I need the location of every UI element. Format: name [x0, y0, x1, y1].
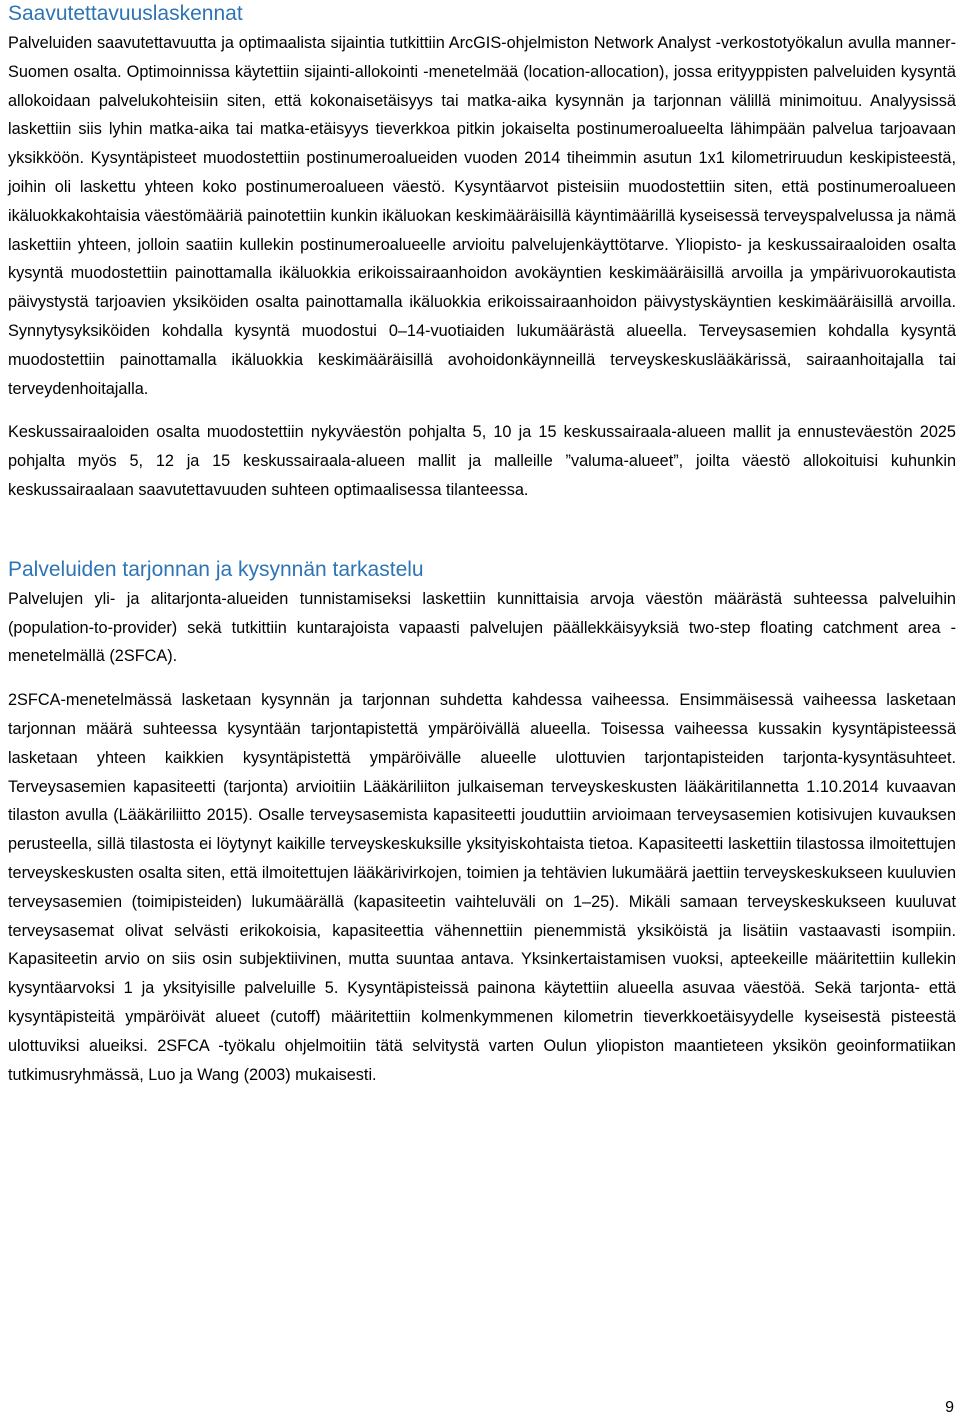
section-heading-saavutettavuuslaskennat: Saavutettavuuslaskennat: [8, 2, 243, 25]
body-paragraph: 2SFCA-menetelmässä lasketaan kysynnän ja tarjonnan suhdetta kahdessa vaiheessa. Ensimmäisessä vaiheessa lasketaan tarjonnan määrä suhteessa kysyntään tarjontapistettä ympäröivällä alueella. Toisessa vaiheessa kussakin kysyntäpisteessä lasketaan yhteen kaikkien kysyntäpistettä ympäröivälle alueelle ulottuvien tarjontapisteiden tarjonta-kysyntäsuhteet. Terveysasemien kapasiteetti (tarjonta) arvioitiin Lääkäriliiton julkaiseman terveyskeskusten lääkäritilannetta 1.10.2014 kuvaavan tilaston avulla (Lääkäriliitto 2015). Osalle terveysasemista kapasiteetti jouduttiin arvioimaan terveysasemien kotisivujen kuvauksen perusteella, sillä tilastosta ei löytynyt kaikille terveyskeskuksille yksityiskohtaista tietoa. Kapasiteetti laskettiin tilastossa ilmoitettujen terveyskeskusten osalta siten, että ilmoitettujen lääkärivirkojen, toimien ja tehtävien lukumäärä jaettiin terveyskeskukseen kuuluvien terveysasemien (toimipisteiden) lukumäärällä (kapasiteetin vaihteluväli on 1–25). Mikäli samaan terveyskeskukseen kuuluvat terveysasemat olivat selvästi erikokoisia, kapasiteettia vähennettiin pienemmistä yksiköistä ja lisätiin vastaavasti isompiin. Kapasiteetin arvio on siis osin subjektiivinen, mutta suuntaa antava. Yksinkertaistamisen vuoksi, apteekeille määritettiin kullekin kysyntäarvoksi 1 ja yksityisille palveluille 5. Kysyntäpisteissä painona käytettiin alueella asuvaa väestöä. Sekä tarjonta- että kysyntäpisteitä ympäröivät alueet (cutoff) määritettiin kolmenkymmenen kilometrin tieverkkoetäisyydelle kyseisestä pisteestä ulottuviksi alueiksi. 2SFCA -työkalu ohjelmoitiin tätä selvitystä varten Oulun yliopiston maantieteen yksikön geoinformatiikan tutkimusryhmässä, Luo ja Wang (2003) mukaisesti.: [8, 691, 956, 1084]
document-page: [8, 0, 956, 1089]
body-paragraph: Keskussairaaloiden osalta muodostettiin nykyväestön pohjalta 5, 10 ja 15 keskussairaala-alueen mallit ja ennusteväestön 2025 pohjalta myös 5, 12 ja 15 keskussairaala-alueen mallit ja malleille ”valuma-alueet”, joilta väestö allokoituisi kuhunkin keskussairaalaan saavutettavuuden suhteen optimaalisessa tilanteessa.: [8, 423, 956, 499]
body-paragraph: Palveluiden saavutettavuutta ja optimaalista sijaintia tutkittiin ArcGIS-ohjelmiston Network Analyst -verkostotyökalun avulla manner-Suomen osalta. Optimoinnissa käytettiin sijainti-allokointi -menetelmää (location-allocation), jossa erityyppisten palveluiden kysyntä allokoidaan palvelukohteisiin siten, että kokonaisetäisyys tai matka-aika kysynnän ja tarjonnan välillä minimoituu. Analyysissä laskettiin siis lyhin matka-aika tai matka-etäisyys tieverkkoa pitkin jokaiselta postinumeroalueelta lähimpään palvelua tarjoavaan yksikköön. Kysyntäpisteet muodostettiin postinumeroalueiden vuoden 2014 tiheimmin asutun 1x1 kilometriruudun keskipisteestä, joihin oli laskettu yhteen koko postinumeroalueen väestö. Kysyntäarvot pisteisiin muodostettiin siten, että postinumeroalueen ikäluokkakohtaisia väestömääriä painotettiin kunkin ikäluokan keskimääräisillä käyntimäärillä kyseisessä terveyspalvelussa ja nämä laskettiin yhteen, jolloin saatiin kullekin postinumeroalueelle arvioitu palvelujenkäyttötarve. Yliopisto- ja keskussairaaloiden osalta kysyntä muodostettiin painottamalla ikäluokkia erikoissairaanhoidon avokäyntien keskimääräisillä arvoilla ja ympärivuorokautista päivystystä tarjoavien yksiköiden osalta painottamalla ikäluokkia erikoissairaanhoidon päivystyskäyntien keskimääräisillä arvoilla. Synnytysyksiköiden kohdalla kysyntä muodostui 0–14-vuotiaiden lukumäärästä alueella. Terveysasemien kohdalla kysyntä muodostettiin painottamalla ikäluokkia keskimääräisillä avohoidonkäynneillä terveyskeskuslääkärissä, sairaanhoitajalla tai terveydenhoitajalla.: [8, 34, 956, 398]
page-number: 9: [945, 1399, 954, 1416]
body-paragraph: Palvelujen yli- ja alitarjonta-alueiden tunnistamiseksi laskettiin kunnittaisia arvoja väestön määrästä suhteessa palveluihin (population-to-provider) sekä tutkittiin kuntarajoista vapaasti palvelujen päällekkäisyyksiä two-step floating catchment area -menetelmällä (2SFCA).: [8, 589, 956, 666]
section-heading-palveluiden-tarjonta: Palveluiden tarjonnan ja kysynnän tarkastelu: [8, 557, 424, 581]
